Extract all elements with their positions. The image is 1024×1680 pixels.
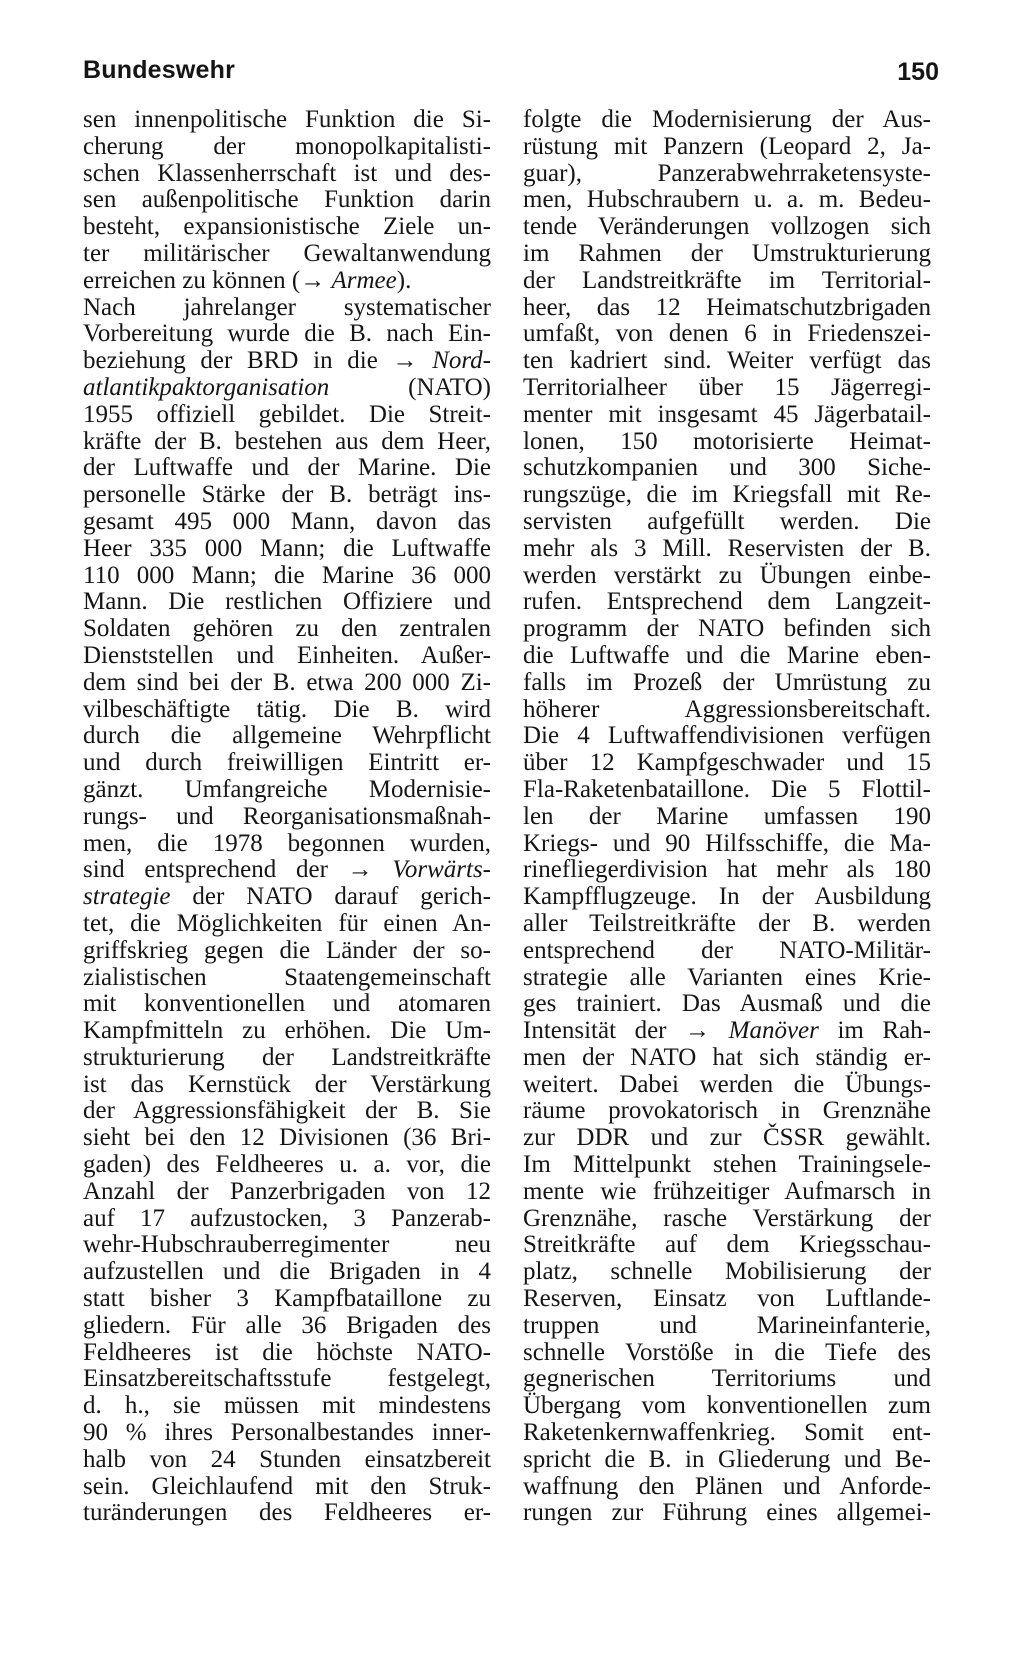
text-line: ges trainiert. Das Ausmaß und die bbox=[523, 990, 931, 1018]
text-line: Kampfmitteln zu erhöhen. Die Um- bbox=[83, 1017, 491, 1045]
text-line: durch die allgemeine Wehrpflicht bbox=[83, 722, 491, 750]
text-line: Reserven, Einsatz von Luftlande- bbox=[523, 1285, 931, 1313]
text-line: der Aggressionsfähigkeit der B. Sie bbox=[83, 1097, 491, 1125]
text-line: Im Mittelpunkt stehen Trainingsele- bbox=[523, 1151, 931, 1179]
text-line: Mann. Die restlichen Offiziere und bbox=[83, 588, 491, 616]
text-line: schen Klassenherrschaft ist und des- bbox=[83, 159, 491, 187]
text-line: zialistischen Staatengemeinschaft bbox=[83, 963, 491, 991]
text-line: Vorbereitung wurde die B. nach Ein- bbox=[83, 320, 491, 348]
text-line: der Landstreitkräfte im Territorial- bbox=[523, 266, 931, 294]
text-line: der Luftwaffe und der Marine. Die bbox=[83, 454, 491, 482]
text-line: Soldaten gehören zu den zentralen bbox=[83, 615, 491, 643]
text-line: Fla-Raketenbataillone. Die 5 Flottil- bbox=[523, 775, 931, 803]
text-line: sieht bei den 12 Divisionen (36 Bri- bbox=[83, 1124, 491, 1152]
text-line: platz, schnelle Mobilisierung der bbox=[523, 1258, 931, 1286]
text-line: kräfte der B. bestehen aus dem Heer, bbox=[83, 427, 491, 455]
text-line: sein. Gleichlaufend mit den Struk- bbox=[83, 1472, 491, 1500]
running-head: Bundeswehr bbox=[83, 56, 236, 84]
text-fragment: der NATO darauf gerich- bbox=[170, 883, 491, 911]
text-line: servisten aufgefüllt werden. Die bbox=[523, 507, 931, 535]
text-line: 1955 offiziell gebildet. Die Streit- bbox=[83, 400, 491, 428]
text-line: aller Teilstreitkräfte der B. werden bbox=[523, 909, 931, 937]
page-number: 150 bbox=[897, 58, 939, 86]
text-line: strukturierung der Landstreitkräfte bbox=[83, 1043, 491, 1071]
text-line: menter mit insgesamt 45 Jägerbatail- bbox=[523, 400, 931, 428]
text-line: falls im Prozeß der Umrüstung zu bbox=[523, 668, 931, 696]
text-line: personelle Stärke der B. beträgt ins- bbox=[83, 481, 491, 509]
text-line: ist das Kernstück der Verstärkung bbox=[83, 1070, 491, 1098]
text-line: entsprechend der NATO-Militär- bbox=[523, 936, 931, 964]
text-line: cherung der monopolkapitalisti- bbox=[83, 132, 491, 160]
text-fragment: (NATO) bbox=[329, 373, 491, 401]
text-line: wehr-Hubschrauberregimenter neu bbox=[83, 1231, 491, 1259]
text-line: 110 000 Mann; die Marine 36 000 bbox=[83, 561, 491, 589]
text-line: dem sind bei der B. etwa 200 000 Zi- bbox=[83, 668, 491, 696]
text-fragment: im Rah- bbox=[818, 1017, 931, 1045]
text-line: folgte die Modernisierung der Aus- bbox=[523, 106, 931, 133]
text-line: ten kadriert sind. Weiter verfügt das bbox=[523, 347, 931, 375]
text-line: schnelle Vorstöße in die Tiefe des bbox=[523, 1338, 931, 1366]
text-line: Raketenkernwaffenkrieg. Somit ent- bbox=[523, 1419, 931, 1447]
text-line bbox=[83, 375, 491, 402]
text-line: mit konventionellen und atomaren bbox=[83, 990, 491, 1018]
text-line: und durch freiwilligen Eintritt er- bbox=[83, 749, 491, 777]
text-line: sen außenpolitische Funktion darin bbox=[83, 186, 491, 214]
text-line: Nach jahrelanger systematischer bbox=[83, 293, 491, 321]
text-line: Territorialheer über 15 Jägerregi- bbox=[523, 373, 931, 401]
text-column-right bbox=[523, 107, 931, 1527]
text-line: Anzahl der Panzerbrigaden von 12 bbox=[83, 1177, 491, 1205]
text-line: rüstung mit Panzern (Leopard 2, Ja- bbox=[523, 132, 931, 160]
text-line: turänderungen des Feldheeres er- bbox=[83, 1499, 491, 1527]
text-line: heer, das 12 Heimatschutzbrigaden bbox=[523, 293, 931, 321]
text-fragment: erreichen zu können (→ bbox=[83, 266, 332, 294]
text-line: men, Hubschraubern u. a. m. Bedeu- bbox=[523, 186, 931, 214]
text-line: über 12 Kampfgeschwader und 15 bbox=[523, 749, 931, 777]
text-line: räume provokatorisch in Grenznähe bbox=[523, 1097, 931, 1125]
text-line: Die 4 Luftwaffendivisionen verfügen bbox=[523, 722, 931, 750]
page-header bbox=[83, 56, 939, 96]
text-line: Übergang vom konventionellen zum bbox=[523, 1392, 931, 1420]
text-fragment: sind entsprechend der → bbox=[83, 856, 393, 884]
text-fragment: ). bbox=[396, 266, 412, 294]
text-line: mehr als 3 Mill. Reservisten der B. bbox=[523, 534, 931, 562]
text-line: Heer 335 000 Mann; die Luftwaffe bbox=[83, 534, 491, 562]
text-line: men der NATO hat sich ständig er- bbox=[523, 1043, 931, 1071]
cross-reference: strategie bbox=[83, 883, 171, 911]
cross-reference: Armee bbox=[331, 266, 397, 294]
text-line: gliedern. Für alle 36 Brigaden des bbox=[83, 1311, 491, 1339]
text-line: len der Marine umfassen 190 bbox=[523, 802, 931, 830]
text-line: gegnerischen Territoriums und bbox=[523, 1365, 931, 1393]
text-line: Kriegs- und 90 Hilfsschiffe, die Ma- bbox=[523, 829, 931, 857]
text-line: Einsatzbereitschaftsstufe festgelegt, bbox=[83, 1365, 491, 1393]
text-line: statt bisher 3 Kampfbataillone zu bbox=[83, 1285, 491, 1313]
text-line: tet, die Möglichkeiten für einen An- bbox=[83, 909, 491, 937]
text-line: guar), Panzerabwehrraketensyste- bbox=[523, 159, 931, 187]
text-line: mente wie frühzeitiger Aufmarsch in bbox=[523, 1177, 931, 1205]
text-line: im Rahmen der Umstrukturierung bbox=[523, 239, 931, 267]
text-line: waffnung den Plänen und Anforde- bbox=[523, 1472, 931, 1500]
text-line: halb von 24 Stunden einsatzbereit bbox=[83, 1445, 491, 1473]
text-line: strategie alle Varianten eines Krie- bbox=[523, 963, 931, 991]
text-line: spricht die B. in Gliederung und Be- bbox=[523, 1445, 931, 1473]
text-line: Kampfflugzeuge. In der Ausbildung bbox=[523, 883, 931, 911]
text-line: rinefliegerdivision hat mehr als 180 bbox=[523, 856, 931, 884]
text-line: zur DDR und zur ČSSR gewählt. bbox=[523, 1124, 931, 1152]
text-line bbox=[523, 1018, 931, 1045]
text-line: aufzustellen und die Brigaden in 4 bbox=[83, 1258, 491, 1286]
text-line: Dienststellen und Einheiten. Außer- bbox=[83, 641, 491, 669]
text-line: men, die 1978 begonnen wurden, bbox=[83, 829, 491, 857]
text-line: auf 17 aufzustocken, 3 Panzerab- bbox=[83, 1204, 491, 1232]
text-line bbox=[83, 348, 491, 375]
text-fragment: Intensität der → bbox=[523, 1017, 729, 1045]
text-line: Grenznähe, rasche Verstärkung der bbox=[523, 1204, 931, 1232]
text-line: sen innenpolitische Funktion die Si- bbox=[83, 106, 491, 133]
text-line: weitert. Dabei werden die Übungs- bbox=[523, 1070, 931, 1098]
text-line: ter militärischer Gewaltanwendung bbox=[83, 239, 491, 267]
text-line: programm der NATO befinden sich bbox=[523, 615, 931, 643]
text-line: werden verstärkt zu Übungen einbe- bbox=[523, 561, 931, 589]
text-line: Feldheeres ist die höchste NATO- bbox=[83, 1338, 491, 1366]
text-line bbox=[83, 884, 491, 911]
cross-reference: Vorwärts- bbox=[392, 856, 491, 884]
text-line: Streitkräfte auf dem Kriegsschau- bbox=[523, 1231, 931, 1259]
text-line bbox=[83, 268, 491, 295]
text-line: die Luftwaffe und die Marine eben- bbox=[523, 641, 931, 669]
text-line: höherer Aggressionsbereitschaft. bbox=[523, 695, 931, 723]
text-fragment: beziehung der BRD in die → bbox=[83, 347, 433, 375]
text-line: rungs- und Reorganisationsmaßnah- bbox=[83, 802, 491, 830]
cross-reference: atlantikpaktorganisation bbox=[83, 373, 330, 401]
text-line: rungen zur Führung eines allgemei- bbox=[523, 1499, 931, 1527]
text-line: tende Veränderungen vollzogen sich bbox=[523, 213, 931, 241]
text-line: vilbeschäftigte tätig. Die B. wird bbox=[83, 695, 491, 723]
text-line: umfaßt, von denen 6 in Friedenszei- bbox=[523, 320, 931, 348]
text-line bbox=[83, 857, 491, 884]
text-line: truppen und Marineinfanterie, bbox=[523, 1311, 931, 1339]
cross-reference: Manöver bbox=[728, 1017, 819, 1045]
text-line: gänzt. Umfangreiche Modernisie- bbox=[83, 775, 491, 803]
text-line: gaden) des Feldheeres u. a. vor, die bbox=[83, 1151, 491, 1179]
text-line: besteht, expansionistische Ziele un- bbox=[83, 213, 491, 241]
text-line: griffskrieg gegen die Länder der so- bbox=[83, 936, 491, 964]
text-line: 90 % ihres Personalbestandes inner- bbox=[83, 1419, 491, 1447]
text-line: gesamt 495 000 Mann, davon das bbox=[83, 507, 491, 535]
text-line: d. h., sie müssen mit mindestens bbox=[83, 1392, 491, 1420]
cross-reference: Nord- bbox=[432, 347, 491, 375]
text-column-left bbox=[83, 107, 491, 1527]
text-line: rungszüge, die im Kriegsfall mit Re- bbox=[523, 481, 931, 509]
text-line: schutzkompanien und 300 Siche- bbox=[523, 454, 931, 482]
text-line: lonen, 150 motorisierte Heimat- bbox=[523, 427, 931, 455]
text-line: rufen. Entsprechend dem Langzeit- bbox=[523, 588, 931, 616]
